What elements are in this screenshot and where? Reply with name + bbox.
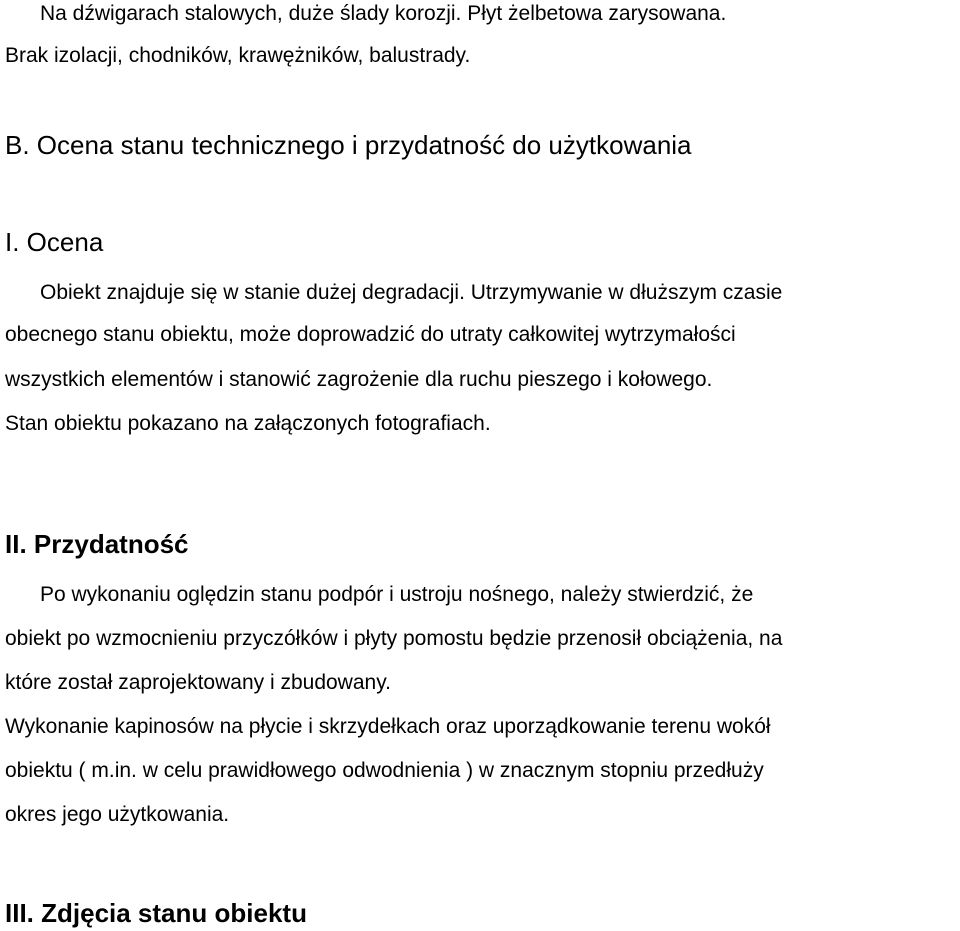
intro-line-2: Brak izolacji, chodników, krawężników, balustrady. <box>5 44 471 67</box>
section-ii-paragraph-line: które został zaprojektowany i zbudowany. <box>5 671 391 694</box>
section-ii-paragraph-line: Wykonanie kapinosów na płycie i skrzydełkach oraz uporządkowanie terenu wokół <box>5 715 771 738</box>
section-i-heading: I. Ocena <box>5 227 104 257</box>
intro-line-1: Na dźwigarach stalowych, duże ślady korozji. Płyt żelbetowa zarysowana. <box>40 2 727 25</box>
section-ii-paragraph-line: obiekt po wzmocnieniu przyczółków i płyty pomostu będzie przenosił obciążenia, na <box>5 627 783 650</box>
section-ii-paragraph-line: Po wykonaniu oględzin stanu podpór i ustroju nośnego, należy stwierdzić, że <box>40 583 754 606</box>
section-ii-paragraph-line: okres jego użytkowania. <box>5 803 230 826</box>
section-i-paragraph-line: wszystkich elementów i stanowić zagrożenie dla ruchu pieszego i kołowego. <box>5 368 713 391</box>
section-b-heading: B. Ocena stanu technicznego i przydatność do użytkowania <box>5 130 692 160</box>
section-ii-heading: II. Przydatność <box>5 529 189 559</box>
section-ii-paragraph-line: obiektu ( m.in. w celu prawidłowego odwodnienia ) w znacznym stopniu przedłuży <box>5 759 764 782</box>
section-i-paragraph-line: obecnego stanu obiektu, może doprowadzić do utraty całkowitej wytrzymałości <box>5 323 736 346</box>
section-iii-heading: III. Zdjęcia stanu obiektu <box>5 898 307 928</box>
section-i-paragraph-line: Obiekt znajduje się w stanie dużej degradacji. Utrzymywanie w dłuższym czasie <box>40 281 783 304</box>
section-i-paragraph-line: Stan obiektu pokazano na załączonych fotografiach. <box>5 412 491 435</box>
